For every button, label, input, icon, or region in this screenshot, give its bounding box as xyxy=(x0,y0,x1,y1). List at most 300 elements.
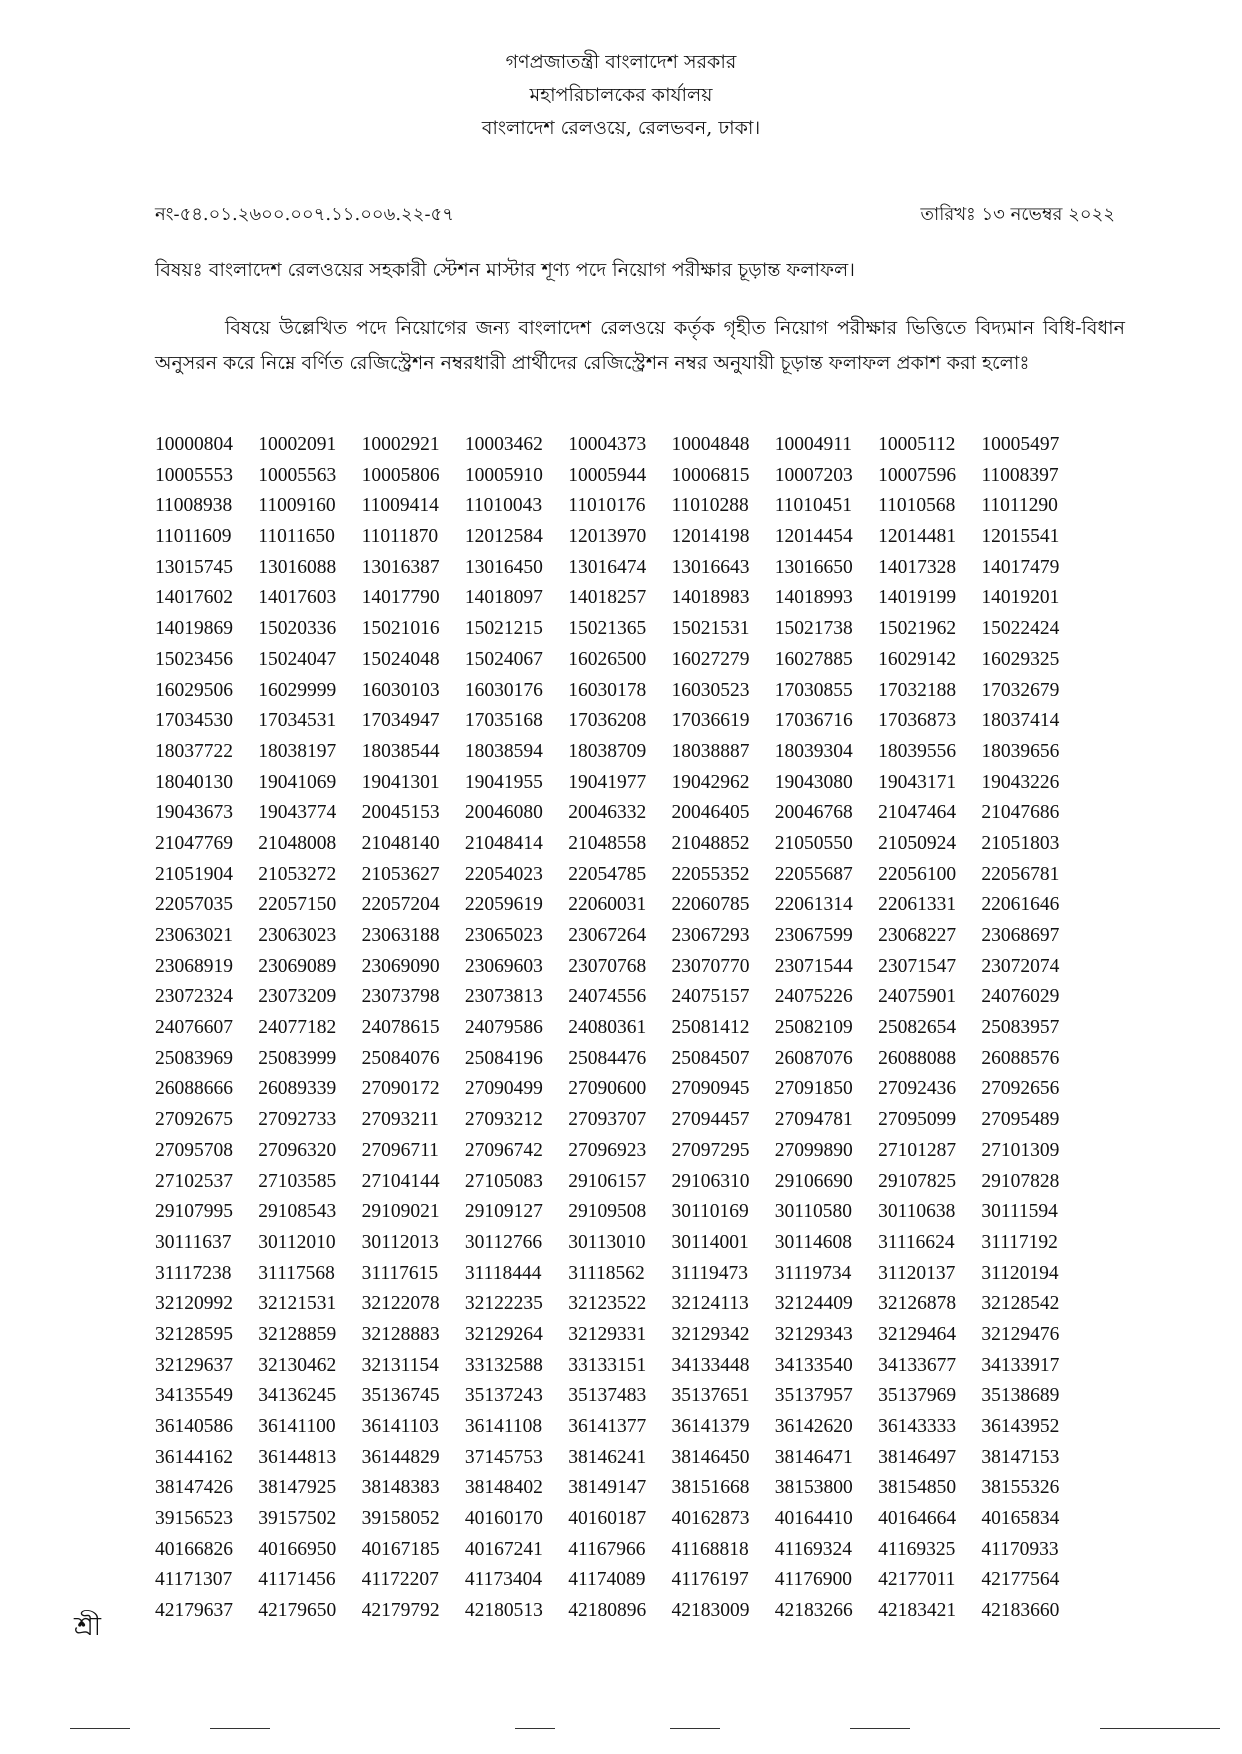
registration-number: 27096711 xyxy=(361,1139,439,1161)
registration-number: 32128542 xyxy=(981,1293,1060,1315)
registration-number: 15024067 xyxy=(464,648,543,670)
registration-number: 25084076 xyxy=(361,1047,440,1069)
registration-number: 38147925 xyxy=(258,1477,337,1499)
registration-number: 27094457 xyxy=(671,1109,750,1131)
registration-number: 41171307 xyxy=(155,1569,233,1591)
registration-number: 23068227 xyxy=(878,925,957,946)
registration-number: 16029506 xyxy=(155,679,233,701)
registration-number: 27092733 xyxy=(258,1109,337,1131)
registration-number: 23073798 xyxy=(361,986,440,1008)
registration-number: 17036716 xyxy=(774,710,853,732)
registration-number: 24078615 xyxy=(361,1017,440,1039)
registration-number: 14017602 xyxy=(155,587,233,609)
registration-number: 17036208 xyxy=(568,710,647,732)
number-row xyxy=(155,1289,1085,1320)
registration-number: 32129264 xyxy=(464,1323,543,1345)
registration-number: 42183009 xyxy=(671,1600,750,1622)
registration-number: 18038709 xyxy=(568,740,647,762)
registration-number: 18038197 xyxy=(258,740,337,762)
registration-number: 36141100 xyxy=(258,1416,336,1437)
registration-number: 27102537 xyxy=(155,1170,233,1192)
number-row xyxy=(155,737,1085,768)
registration-number: 32122235 xyxy=(464,1293,543,1315)
registration-number: 14017603 xyxy=(258,587,337,609)
registration-number: 42180896 xyxy=(568,1600,647,1622)
registration-number: 41173404 xyxy=(464,1569,543,1591)
registration-number: 42179792 xyxy=(361,1600,440,1622)
registration-number: 40167241 xyxy=(464,1538,543,1560)
registration-number: 10005944 xyxy=(568,464,647,486)
registration-number: 10004848 xyxy=(671,434,750,455)
registration-number: 11009414 xyxy=(361,495,439,517)
registration-number: 10005563 xyxy=(258,464,337,486)
registration-number: 10007203 xyxy=(774,464,853,486)
registration-number: 16029999 xyxy=(258,679,337,701)
registration-number: 27101309 xyxy=(981,1139,1060,1161)
registration-number: 19043774 xyxy=(258,802,337,824)
registration-number: 32123522 xyxy=(568,1293,647,1315)
memo-number: নং-৫৪.০১.২৬০০.০০৭.১১.০০৬.২২-৫৭ xyxy=(155,204,454,225)
registration-number: 40166826 xyxy=(155,1538,233,1560)
registration-number: 32128883 xyxy=(361,1323,440,1345)
registration-number: 26088666 xyxy=(155,1078,233,1100)
number-row xyxy=(155,461,1085,492)
registration-number: 31117615 xyxy=(361,1262,439,1284)
registration-number: 15021365 xyxy=(568,618,647,640)
number-row xyxy=(155,1565,1085,1596)
registration-number: 18040130 xyxy=(155,771,233,793)
registration-number: 14017790 xyxy=(361,587,440,609)
registration-number: 27096320 xyxy=(258,1139,337,1161)
registration-number: 38148383 xyxy=(361,1477,440,1499)
number-row xyxy=(155,1320,1085,1351)
registration-number: 25083969 xyxy=(155,1047,233,1069)
registration-number: 11010043 xyxy=(464,495,543,517)
registration-number: 25083999 xyxy=(258,1047,337,1069)
registration-number: 18038544 xyxy=(361,740,440,762)
registration-number: 35137969 xyxy=(878,1385,957,1407)
registration-number: 40167185 xyxy=(361,1538,440,1560)
number-row xyxy=(155,491,1085,522)
body-text: বিষয়ে উল্লেখিত পদে নিয়োগের জন্য বাংলাদেশ রেলওয়ে কর্তৃক গৃহীত নিয়োগ পরীক্ষার ভিত্তিতে বিদ্যমান বিধি-বিধান অনুসরন করে নিম্নে বর্ণিত রেজিস্ট্রেশন নম্বরধারী প্রার্থীদের রেজিস্ট্রেশন নম্বর অনুযায়ী চূড়ান্ত ফলাফল প্রকাশ করা হলোঃ xyxy=(155,317,1125,374)
registration-number: 38147153 xyxy=(981,1446,1060,1468)
registration-number: 27090172 xyxy=(361,1078,440,1100)
registration-number: 36143952 xyxy=(981,1416,1060,1437)
registration-number: 22055352 xyxy=(671,863,750,885)
registration-number: 32131154 xyxy=(361,1354,439,1376)
registration-number: 10002091 xyxy=(258,434,337,455)
registration-number: 41168818 xyxy=(671,1538,749,1560)
registration-number: 32121531 xyxy=(258,1293,337,1315)
registration-number: 27094781 xyxy=(774,1109,853,1131)
registration-number: 23073813 xyxy=(464,986,543,1008)
registration-number: 21050924 xyxy=(878,832,957,854)
registration-number: 30111637 xyxy=(155,1231,232,1253)
number-row xyxy=(155,1197,1085,1228)
registration-number: 26089339 xyxy=(258,1078,337,1100)
registration-number: 20046332 xyxy=(568,802,647,824)
registration-number: 26088576 xyxy=(981,1047,1060,1069)
registration-number: 31117192 xyxy=(981,1231,1058,1253)
number-row xyxy=(155,1228,1085,1259)
registration-number: 20045153 xyxy=(361,802,440,824)
registration-number: 11011650 xyxy=(258,526,335,548)
registration-number: 14017328 xyxy=(878,556,957,578)
registration-number: 26087076 xyxy=(774,1047,853,1069)
registration-number: 27104144 xyxy=(361,1170,440,1192)
registration-number: 32122078 xyxy=(361,1293,440,1315)
registration-number: 22060031 xyxy=(568,894,647,916)
registration-number: 17032679 xyxy=(981,679,1060,701)
registration-number: 27090499 xyxy=(464,1078,543,1100)
registration-number: 29108543 xyxy=(258,1201,337,1223)
registration-number: 34135549 xyxy=(155,1385,233,1407)
registration-number: 27105083 xyxy=(464,1170,543,1192)
registration-number: 13016387 xyxy=(361,556,440,578)
registration-number: 21048414 xyxy=(464,832,543,854)
registration-number: 10002921 xyxy=(361,434,440,455)
registration-number-list xyxy=(155,430,1085,1627)
registration-number: 21053272 xyxy=(258,863,337,885)
registration-number: 25084476 xyxy=(568,1047,647,1069)
footer-divider xyxy=(850,1728,910,1729)
registration-number: 27091850 xyxy=(774,1078,853,1100)
number-row xyxy=(155,890,1085,921)
registration-number: 32124113 xyxy=(671,1293,749,1315)
registration-number: 29109508 xyxy=(568,1201,647,1223)
registration-number: 42177564 xyxy=(981,1569,1060,1591)
registration-number: 38154850 xyxy=(878,1477,957,1499)
registration-number: 10005910 xyxy=(464,464,543,486)
number-row xyxy=(155,798,1085,829)
registration-number: 21048558 xyxy=(568,832,647,854)
registration-number: 23068919 xyxy=(155,955,233,977)
registration-number: 31117568 xyxy=(258,1262,335,1284)
number-row xyxy=(155,829,1085,860)
office-address: বাংলাদেশ রেলওয়ে, রেলভবন, ঢাকা। xyxy=(481,117,761,139)
registration-number: 29107995 xyxy=(155,1201,233,1223)
registration-number: 35137243 xyxy=(464,1385,543,1407)
registration-number: 11010288 xyxy=(671,495,749,517)
registration-number: 18039304 xyxy=(774,740,853,762)
registration-number: 23063021 xyxy=(155,925,233,946)
registration-number: 38146471 xyxy=(774,1446,853,1468)
registration-number: 31119734 xyxy=(774,1262,852,1284)
registration-number: 30112766 xyxy=(464,1231,543,1253)
registration-number: 24074556 xyxy=(568,986,647,1008)
registration-number: 25081412 xyxy=(671,1017,750,1039)
registration-number: 27093707 xyxy=(568,1109,647,1131)
registration-number: 36140586 xyxy=(155,1416,233,1437)
registration-number: 10000804 xyxy=(155,434,233,455)
registration-number: 22057204 xyxy=(361,894,440,916)
registration-number: 13016088 xyxy=(258,556,337,578)
number-row xyxy=(155,860,1085,891)
registration-number: 23069603 xyxy=(464,955,543,977)
registration-number: 21048852 xyxy=(671,832,750,854)
registration-number: 27090945 xyxy=(671,1078,750,1100)
registration-number: 11010176 xyxy=(568,495,646,517)
registration-number: 29107828 xyxy=(981,1170,1060,1192)
registration-number: 30112013 xyxy=(361,1231,439,1253)
registration-number: 40162873 xyxy=(671,1508,750,1530)
registration-number: 41171456 xyxy=(258,1569,336,1591)
registration-number: 24076029 xyxy=(981,986,1060,1008)
registration-number: 36143333 xyxy=(878,1416,957,1437)
registration-number: 35137483 xyxy=(568,1385,647,1407)
registration-number: 21051803 xyxy=(981,832,1060,854)
registration-number: 35138689 xyxy=(981,1385,1060,1407)
registration-number: 30112010 xyxy=(258,1231,336,1253)
registration-number: 13015745 xyxy=(155,556,233,578)
number-row xyxy=(155,1381,1085,1412)
registration-number: 15021215 xyxy=(464,618,543,640)
registration-number: 23065023 xyxy=(464,925,543,946)
registration-number: 41176900 xyxy=(774,1569,853,1591)
registration-number: 20046405 xyxy=(671,802,750,824)
registration-number: 14018097 xyxy=(464,587,543,609)
registration-number: 35137651 xyxy=(671,1385,750,1407)
registration-number: 32130462 xyxy=(258,1354,337,1376)
registration-number: 12014198 xyxy=(671,526,750,548)
registration-number: 42183266 xyxy=(774,1600,853,1622)
registration-number: 23070768 xyxy=(568,955,647,977)
registration-number: 15023456 xyxy=(155,648,233,670)
registration-number: 12014481 xyxy=(878,526,957,548)
registration-number: 32129476 xyxy=(981,1323,1060,1345)
number-row xyxy=(155,1136,1085,1167)
registration-number: 16029325 xyxy=(981,648,1060,670)
registration-number: 23067599 xyxy=(774,925,853,946)
registration-number: 36142620 xyxy=(774,1416,853,1437)
registration-number: 16027279 xyxy=(671,648,750,670)
registration-number: 29106690 xyxy=(774,1170,853,1192)
registration-number: 22061331 xyxy=(878,894,957,916)
number-row xyxy=(155,1443,1085,1474)
registration-number: 27090600 xyxy=(568,1078,647,1100)
registration-number: 29109021 xyxy=(361,1201,440,1223)
registration-number: 18038887 xyxy=(671,740,750,762)
registration-number: 21048008 xyxy=(258,832,337,854)
registration-number: 40164664 xyxy=(878,1508,957,1530)
registration-number: 11009160 xyxy=(258,495,336,517)
registration-number: 16030176 xyxy=(464,679,543,701)
registration-number: 32124409 xyxy=(774,1293,853,1315)
registration-number: 23070770 xyxy=(671,955,750,977)
registration-number: 41169324 xyxy=(774,1538,853,1560)
registration-number: 13016450 xyxy=(464,556,543,578)
registration-number: 40165834 xyxy=(981,1508,1060,1530)
registration-number: 29109127 xyxy=(464,1201,543,1223)
registration-number: 30110580 xyxy=(774,1201,853,1223)
registration-number: 23068697 xyxy=(981,925,1060,946)
registration-number: 19043171 xyxy=(878,771,957,793)
registration-number: 32120992 xyxy=(155,1293,233,1315)
registration-number: 14018257 xyxy=(568,587,647,609)
number-row xyxy=(155,1351,1085,1382)
registration-number: 23071544 xyxy=(774,955,853,977)
registration-number: 32128859 xyxy=(258,1323,337,1345)
registration-number: 38151668 xyxy=(671,1477,750,1499)
registration-number: 42183421 xyxy=(878,1600,957,1622)
registration-number: 10007596 xyxy=(878,464,957,486)
registration-number: 38148402 xyxy=(464,1477,543,1499)
registration-number: 15021962 xyxy=(878,618,957,640)
registration-number: 10004911 xyxy=(774,434,853,455)
registration-number: 15021738 xyxy=(774,618,853,640)
registration-number: 15022424 xyxy=(981,618,1060,640)
registration-number: 42179650 xyxy=(258,1600,337,1622)
registration-number: 32129331 xyxy=(568,1323,647,1345)
registration-number: 31116624 xyxy=(878,1231,955,1253)
registration-number: 23067293 xyxy=(671,925,750,946)
registration-number: 18037414 xyxy=(981,710,1060,732)
registration-number: 37145753 xyxy=(464,1446,543,1468)
registration-number: 41176197 xyxy=(671,1569,749,1591)
registration-number: 22059619 xyxy=(464,894,543,916)
registration-number: 29106157 xyxy=(568,1170,647,1192)
registration-number: 38147426 xyxy=(155,1477,233,1499)
registration-number: 22056781 xyxy=(981,863,1060,885)
registration-number: 22061314 xyxy=(774,894,853,916)
number-row xyxy=(155,676,1085,707)
number-row xyxy=(155,614,1085,645)
number-row xyxy=(155,921,1085,952)
registration-number: 41172207 xyxy=(361,1569,439,1591)
registration-number: 17036873 xyxy=(878,710,957,732)
registration-number: 10005112 xyxy=(878,434,956,455)
registration-number: 31119473 xyxy=(671,1262,749,1284)
registration-number: 25084507 xyxy=(671,1047,750,1069)
registration-number: 23073209 xyxy=(258,986,337,1008)
registration-number: 16030523 xyxy=(671,679,750,701)
registration-number: 22055687 xyxy=(774,863,853,885)
registration-number: 11011609 xyxy=(155,526,232,548)
registration-number: 27092675 xyxy=(155,1109,233,1131)
registration-number: 36141108 xyxy=(464,1416,543,1437)
registration-number: 36144813 xyxy=(258,1446,337,1468)
registration-number: 13016650 xyxy=(774,556,853,578)
number-row xyxy=(155,1044,1085,1075)
registration-number: 21051904 xyxy=(155,863,233,885)
memo-date: তারিখঃ ১৩ নভেম্বর ২০২২ xyxy=(920,204,1115,225)
registration-number: 19041301 xyxy=(361,771,440,793)
number-row xyxy=(155,952,1085,983)
registration-number: 10005497 xyxy=(981,434,1060,455)
registration-number: 16027885 xyxy=(774,648,853,670)
number-row xyxy=(155,430,1085,461)
registration-number: 27099890 xyxy=(774,1139,853,1161)
number-row xyxy=(155,1504,1085,1535)
registration-number: 27092656 xyxy=(981,1078,1060,1100)
registration-number: 30113010 xyxy=(568,1231,646,1253)
registration-number: 32129342 xyxy=(671,1323,750,1345)
registration-number: 31118562 xyxy=(568,1262,645,1284)
registration-number: 30114001 xyxy=(671,1231,749,1253)
number-row xyxy=(155,1412,1085,1443)
registration-number: 36141377 xyxy=(568,1416,647,1437)
registration-number: 36144162 xyxy=(155,1446,233,1468)
registration-number: 23072074 xyxy=(981,955,1060,977)
registration-number: 18039556 xyxy=(878,740,957,762)
number-row xyxy=(155,1074,1085,1105)
registration-number: 41167966 xyxy=(568,1538,646,1560)
registration-number: 35136745 xyxy=(361,1385,440,1407)
registration-number: 15021531 xyxy=(671,618,750,640)
registration-number: 42179637 xyxy=(155,1600,233,1622)
registration-number: 21048140 xyxy=(361,832,440,854)
registration-number: 39157502 xyxy=(258,1508,337,1530)
number-row xyxy=(155,1596,1085,1627)
registration-number: 23071547 xyxy=(878,955,957,977)
reference-line xyxy=(155,200,1115,232)
registration-number: 10004373 xyxy=(568,434,647,455)
registration-number: 24077182 xyxy=(258,1017,337,1039)
letterhead xyxy=(0,46,1242,145)
registration-number: 11008397 xyxy=(981,464,1059,486)
registration-number: 19042962 xyxy=(671,771,750,793)
registration-number: 41174089 xyxy=(568,1569,646,1591)
number-row xyxy=(155,522,1085,553)
registration-number: 32129464 xyxy=(878,1323,957,1345)
registration-number: 31118444 xyxy=(464,1262,542,1284)
number-row xyxy=(155,1013,1085,1044)
registration-number: 14018993 xyxy=(774,587,853,609)
registration-number: 27093211 xyxy=(361,1109,439,1131)
registration-number: 27093212 xyxy=(464,1109,543,1131)
number-row xyxy=(155,982,1085,1013)
registration-number: 32128595 xyxy=(155,1323,233,1345)
registration-number: 19043080 xyxy=(774,771,853,793)
registration-number: 33132588 xyxy=(464,1354,543,1376)
number-row xyxy=(155,1259,1085,1290)
registration-number: 18037722 xyxy=(155,740,233,762)
registration-number: 19043226 xyxy=(981,771,1060,793)
registration-number: 11008938 xyxy=(155,495,233,517)
registration-number: 27095489 xyxy=(981,1109,1060,1131)
registration-number: 16026500 xyxy=(568,648,647,670)
footer-divider xyxy=(670,1728,720,1729)
registration-number: 41169325 xyxy=(878,1538,956,1560)
registration-number: 16030178 xyxy=(568,679,647,701)
registration-number: 27101287 xyxy=(878,1139,957,1161)
registration-number: 39156523 xyxy=(155,1508,233,1530)
registration-number: 27096742 xyxy=(464,1139,543,1161)
registration-number: 27092436 xyxy=(878,1078,957,1100)
registration-number: 19041977 xyxy=(568,771,647,793)
registration-number: 30114608 xyxy=(774,1231,853,1253)
registration-number: 29106310 xyxy=(671,1170,750,1192)
registration-number: 14019201 xyxy=(981,587,1060,609)
number-row xyxy=(155,1167,1085,1198)
registration-number: 27103585 xyxy=(258,1170,337,1192)
registration-number: 26088088 xyxy=(878,1047,957,1069)
registration-number: 34133677 xyxy=(878,1354,957,1376)
registration-number: 42177011 xyxy=(878,1569,956,1591)
registration-number: 19041955 xyxy=(464,771,543,793)
registration-number: 38149147 xyxy=(568,1477,647,1499)
registration-number: 38146450 xyxy=(671,1446,750,1468)
registration-number: 17035168 xyxy=(464,710,543,732)
registration-number: 24075157 xyxy=(671,986,750,1008)
government-name: গণপ্রজাতন্ত্রী বাংলাদেশ সরকার xyxy=(505,51,737,73)
registration-number: 21047464 xyxy=(878,802,957,824)
registration-number: 24080361 xyxy=(568,1017,647,1039)
registration-number: 21047769 xyxy=(155,832,233,854)
registration-number: 14018983 xyxy=(671,587,750,609)
registration-number: 18038594 xyxy=(464,740,543,762)
registration-number: 22054785 xyxy=(568,863,647,885)
